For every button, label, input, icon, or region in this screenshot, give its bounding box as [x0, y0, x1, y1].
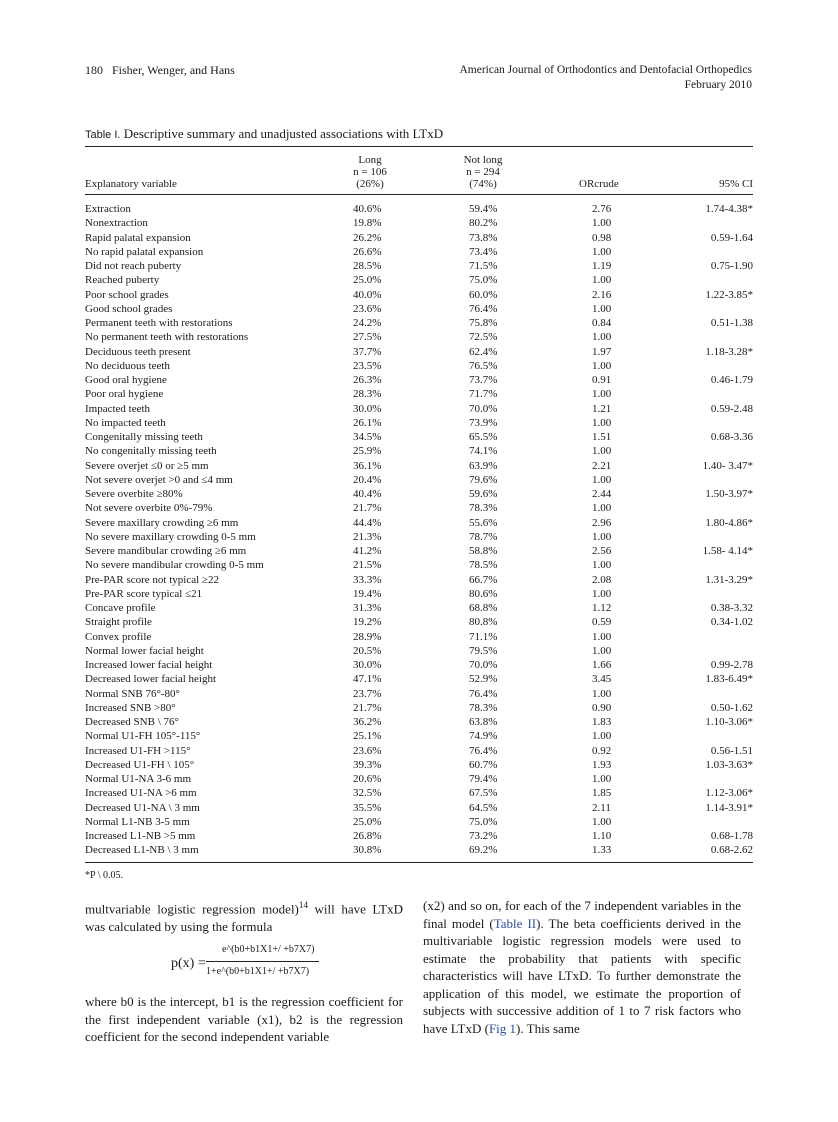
row-variable: Congenitally missing teeth	[85, 431, 203, 443]
table-row	[85, 658, 753, 672]
row-variable: Decreased SNB \ 76°	[85, 716, 179, 728]
row-or-crude: 1.00	[592, 473, 612, 486]
row-not-long-pct: 75.0%	[469, 815, 498, 828]
table-row	[85, 630, 753, 644]
row-not-long-pct: 62.4%	[469, 345, 498, 358]
row-variable: Poor school grades	[85, 288, 169, 301]
row-not-long-pct: 66.7%	[469, 573, 498, 586]
row-variable: Increased lower facial height	[85, 659, 213, 671]
row-not-long-pct: 79.6%	[469, 473, 498, 486]
row-variable: Severe overjet ≤0 or ≥5 mm	[85, 459, 209, 472]
table-row	[85, 587, 753, 601]
row-long-pct: 25.0%	[353, 815, 382, 828]
row-not-long-pct: 60.7%	[469, 758, 498, 771]
row-not-long-pct: 63.8%	[469, 716, 498, 728]
row-long-pct: 32.5%	[353, 787, 382, 800]
row-not-long-pct: 73.9%	[469, 416, 498, 429]
table-row	[85, 330, 753, 344]
row-not-long-pct: 73.7%	[469, 374, 498, 386]
row-not-long-pct: 80.2%	[469, 217, 498, 230]
row-or-crude: 1.33	[592, 844, 612, 857]
row-variable: Not severe overbite 0%-79%	[85, 502, 213, 515]
row-or-crude: 1.00	[592, 416, 612, 429]
row-variable: Poor oral hygiene	[85, 388, 164, 401]
row-not-long-pct: 74.9%	[469, 730, 498, 743]
row-not-long-pct: 55.6%	[469, 516, 498, 529]
row-ci: 1.31-3.29*	[705, 573, 753, 586]
col-header-ci: 95% CI	[719, 178, 753, 190]
row-variable: Severe maxillary crowding ≥6 mm	[85, 516, 239, 529]
row-or-crude: 0.92	[592, 744, 612, 757]
row-long-pct: 41.2%	[353, 545, 382, 557]
row-not-long-pct: 65.5%	[469, 431, 498, 443]
row-or-crude: 1.00	[592, 217, 612, 230]
row-ci: 0.56-1.51	[710, 744, 753, 757]
row-ci: 1.12-3.06*	[705, 787, 753, 800]
row-long-pct: 23.6%	[353, 744, 382, 757]
row-or-crude: 1.93	[592, 758, 612, 771]
table-row	[85, 544, 753, 558]
table-row	[85, 516, 753, 530]
row-not-long-pct: 78.3%	[469, 502, 498, 515]
table-row	[85, 829, 753, 843]
table-title: Descriptive summary and unadjusted associations with LTxD	[123, 126, 444, 141]
row-ci: 1.03-3.63*	[705, 758, 753, 771]
row-not-long-pct: 73.4%	[469, 245, 498, 258]
row-not-long-pct: 52.9%	[469, 673, 498, 686]
row-not-long-pct: 64.5%	[469, 801, 498, 814]
row-ci: 0.75-1.90	[710, 260, 753, 272]
table-row	[85, 288, 753, 302]
row-variable: Not severe overjet >0 and ≤4 mm	[85, 473, 233, 486]
table-row	[85, 402, 753, 416]
table-row	[85, 615, 753, 629]
row-long-pct: 30.0%	[353, 659, 382, 671]
row-variable: Reached puberty	[85, 274, 160, 287]
row-not-long-pct: 71.1%	[469, 630, 498, 643]
row-long-pct: 36.2%	[353, 716, 382, 728]
row-or-crude: 1.00	[592, 587, 612, 600]
table-header-rule	[85, 194, 753, 195]
row-or-crude: 1.00	[592, 445, 612, 458]
link-table-ii[interactable]: Table II	[493, 915, 537, 931]
row-or-crude: 2.76	[592, 203, 612, 215]
row-variable: Convex profile	[85, 630, 152, 643]
row-variable: Permanent teeth with restorations	[85, 317, 233, 329]
row-long-pct: 28.9%	[353, 630, 382, 643]
row-not-long-pct: 78.3%	[469, 701, 498, 714]
row-or-crude: 1.66	[592, 659, 612, 671]
row-not-long-pct: 58.8%	[469, 545, 498, 557]
row-variable: Deciduous teeth present	[85, 345, 191, 358]
row-not-long-pct: 76.4%	[469, 744, 498, 757]
row-or-crude: 0.91	[592, 374, 612, 386]
table-row	[85, 573, 753, 587]
row-ci: 0.38-3.32	[710, 602, 753, 614]
row-ci: 0.68-1.78	[710, 830, 753, 842]
row-long-pct: 23.7%	[353, 687, 382, 700]
table-footnote: *P \ 0.05.	[85, 870, 123, 881]
row-ci: 1.58- 4.14*	[702, 545, 753, 557]
row-or-crude: 1.00	[592, 274, 612, 287]
row-variable: Normal lower facial height	[85, 644, 204, 657]
row-long-pct: 47.1%	[353, 673, 382, 686]
row-not-long-pct: 73.8%	[469, 231, 498, 244]
row-ci: 0.50-1.62	[710, 701, 753, 714]
row-long-pct: 21.3%	[353, 530, 382, 543]
table-row	[85, 459, 753, 473]
row-not-long-pct: 79.5%	[469, 644, 498, 657]
row-or-crude: 1.00	[592, 245, 612, 258]
row-ci: 1.14-3.91*	[705, 801, 753, 814]
row-long-pct: 27.5%	[353, 331, 382, 344]
col-header-long: Long n = 106 (26%)	[353, 154, 387, 190]
row-long-pct: 26.6%	[353, 245, 382, 258]
row-or-crude: 1.12	[592, 602, 612, 614]
row-not-long-pct: 73.2%	[469, 830, 498, 842]
row-or-crude: 1.10	[592, 830, 612, 842]
row-variable: Impacted teeth	[85, 402, 151, 415]
row-variable: No permanent teeth with restorations	[85, 331, 249, 344]
row-not-long-pct: 79.4%	[469, 773, 498, 785]
row-or-crude: 0.84	[592, 317, 612, 329]
row-not-long-pct: 80.6%	[469, 587, 498, 600]
row-not-long-pct: 78.5%	[469, 559, 498, 572]
table-row	[85, 273, 753, 287]
table-label: Table I.	[85, 129, 121, 141]
row-variable: Good school grades	[85, 302, 173, 315]
row-long-pct: 26.2%	[353, 231, 382, 244]
row-ci: 1.18-3.28*	[705, 345, 753, 358]
row-or-crude: 1.00	[592, 359, 612, 372]
formula-lhs: p(x) =	[171, 956, 206, 972]
journal-issue: February 2010	[684, 79, 752, 91]
journal-name: American Journal of Orthodontics and Dentofacial Orthopedics	[459, 64, 752, 76]
page-number: 180	[85, 63, 103, 77]
author-names: Fisher, Wenger, and Hans	[112, 63, 235, 77]
row-variable: Concave profile	[85, 602, 156, 614]
row-variable: Normal U1-NA 3-6 mm	[85, 773, 192, 785]
row-long-pct: 20.5%	[353, 644, 382, 657]
row-or-crude: 1.85	[592, 787, 612, 800]
row-not-long-pct: 60.0%	[469, 288, 498, 301]
row-not-long-pct: 74.1%	[469, 445, 498, 458]
row-not-long-pct: 71.7%	[469, 388, 498, 401]
row-or-crude: 1.00	[592, 302, 612, 315]
row-long-pct: 26.3%	[353, 374, 382, 386]
row-ci: 0.59-1.64	[710, 231, 753, 244]
table-row	[85, 216, 753, 230]
table-row	[85, 501, 753, 515]
row-long-pct: 37.7%	[353, 345, 382, 358]
row-or-crude: 1.19	[592, 260, 612, 272]
row-long-pct: 28.3%	[353, 388, 382, 401]
paragraph-intro: multvariable logistic regression model)$^{14}$ will have LTxD was calculated by using the formula	[85, 900, 403, 934]
table-row	[85, 772, 753, 786]
row-not-long-pct: 76.4%	[469, 302, 498, 315]
table-row	[85, 316, 753, 330]
row-variable: No congenitally missing teeth	[85, 445, 217, 458]
row-long-pct: 36.1%	[353, 459, 382, 472]
row-long-pct: 21.7%	[353, 701, 382, 714]
row-variable: Normal L1-NB 3-5 mm	[85, 815, 190, 828]
row-long-pct: 19.2%	[353, 616, 382, 629]
row-long-pct: 31.3%	[353, 602, 382, 614]
row-not-long-pct: 70.0%	[469, 402, 498, 415]
row-or-crude: 2.16	[592, 288, 612, 301]
table-bottom-rule	[85, 862, 753, 863]
row-variable: No rapid palatal expansion	[85, 245, 204, 258]
table-row	[85, 231, 753, 245]
row-ci: 1.22-3.85*	[705, 288, 753, 301]
table-row	[85, 786, 753, 800]
row-variable: Decreased U1-NA \ 3 mm	[85, 801, 200, 814]
row-long-pct: 34.5%	[353, 431, 382, 443]
row-variable: Pre-PAR score typical ≤21	[85, 587, 203, 600]
row-not-long-pct: 70.0%	[469, 659, 498, 671]
row-variable: Increased L1-NB >5 mm	[85, 830, 196, 842]
row-variable: Decreased U1-FH \ 105°	[85, 758, 195, 771]
row-long-pct: 28.5%	[353, 260, 382, 272]
row-long-pct: 25.1%	[353, 730, 382, 743]
probability-formula	[85, 941, 403, 989]
row-variable: No impacted teeth	[85, 416, 166, 429]
row-ci: 1.10-3.06*	[705, 716, 753, 728]
body-column-right	[423, 897, 741, 1037]
table-row	[85, 701, 753, 715]
table-row	[85, 416, 753, 430]
row-variable: Decreased lower facial height	[85, 673, 217, 686]
formula-fraction-bar	[206, 961, 319, 962]
row-or-crude: 2.08	[592, 573, 612, 586]
row-or-crude: 0.59	[592, 616, 612, 629]
row-long-pct: 44.4%	[353, 516, 382, 529]
row-variable: Extraction	[85, 203, 131, 215]
row-long-pct: 35.5%	[353, 801, 382, 814]
table-row	[85, 715, 753, 729]
row-variable: No severe maxillary crowding 0-5 mm	[85, 530, 256, 543]
col-header-variable: Explanatory variable	[85, 178, 177, 190]
row-or-crude: 1.00	[592, 530, 612, 543]
table-row	[85, 487, 753, 501]
row-variable: Severe overbite ≥80%	[85, 488, 183, 500]
row-or-crude: 1.00	[592, 644, 612, 657]
table-row	[85, 473, 753, 487]
table-row	[85, 302, 753, 316]
table-row	[85, 758, 753, 772]
table-row	[85, 601, 753, 615]
row-or-crude: 1.21	[592, 402, 612, 415]
row-or-crude: 1.00	[592, 331, 612, 344]
row-ci: 1.74-4.38*	[705, 203, 753, 215]
table-row	[85, 345, 753, 359]
row-long-pct: 19.4%	[353, 587, 382, 600]
table-row	[85, 530, 753, 544]
row-ci: 1.83-6.49*	[705, 673, 753, 686]
table-row	[85, 644, 753, 658]
row-variable: Increased U1-NA >6 mm	[85, 787, 197, 800]
row-or-crude: 1.00	[592, 773, 612, 785]
reference-14[interactable]: 14	[298, 900, 308, 910]
table-row	[85, 202, 753, 216]
table-row	[85, 729, 753, 743]
col-header-or: ORcrude	[579, 178, 619, 190]
table-row	[85, 815, 753, 829]
row-or-crude: 1.00	[592, 502, 612, 515]
row-not-long-pct: 67.5%	[469, 787, 498, 800]
row-long-pct: 33.3%	[353, 573, 382, 586]
row-long-pct: 26.1%	[353, 416, 382, 429]
row-long-pct: 21.7%	[353, 502, 382, 515]
table-caption	[85, 126, 443, 142]
table-row	[85, 801, 753, 815]
row-not-long-pct: 72.5%	[469, 331, 498, 344]
row-ci: 0.99-2.78	[710, 659, 753, 671]
row-long-pct: 25.9%	[353, 445, 382, 458]
row-ci: 1.50-3.97*	[705, 488, 753, 500]
row-not-long-pct: 75.0%	[469, 274, 498, 287]
row-long-pct: 40.0%	[353, 288, 382, 301]
table-row	[85, 843, 753, 857]
formula-numerator: e^(b0+b1X1+/ +b7X7)	[222, 944, 315, 956]
row-ci: 0.51-1.38	[710, 317, 753, 329]
row-not-long-pct: 68.8%	[469, 602, 498, 614]
paragraph-right: (x2) and so on, for each of the 7 independent variables in the final model (Table II). The beta coefficients derived in the multivariable logistic regression models were used to estimate the probability that patients with specific characteristics will have LTxD. To further demonstrate the application of this model, we estimate the proportion of subjects with successive addition of 1 to 7 risk factors who have LTxD (Fig 1). This same	[423, 898, 741, 1036]
row-long-pct: 25.0%	[353, 274, 382, 287]
row-or-crude: 0.98	[592, 231, 612, 244]
row-not-long-pct: 59.4%	[469, 203, 498, 215]
col-header-not-long: Not long n = 294 (74%)	[463, 154, 503, 190]
row-variable: Straight profile	[85, 616, 152, 629]
row-not-long-pct: 75.8%	[469, 317, 498, 329]
row-or-crude: 2.96	[592, 516, 612, 529]
row-long-pct: 20.6%	[353, 773, 382, 785]
row-long-pct: 30.0%	[353, 402, 382, 415]
row-not-long-pct: 76.5%	[469, 359, 498, 372]
table-row	[85, 744, 753, 758]
row-variable: Pre-PAR score not typical ≥22	[85, 573, 219, 586]
row-or-crude: 2.11	[592, 801, 611, 814]
row-or-crude: 3.45	[592, 673, 612, 686]
row-variable: Nonextraction	[85, 217, 148, 230]
table-row	[85, 444, 753, 458]
row-variable: No severe mandibular crowding 0-5 mm	[85, 559, 264, 572]
row-long-pct: 23.6%	[353, 302, 382, 315]
paragraph-where: where b0 is the intercept, b1 is the regression coefficient for the first independent variable (x1), b2 is the regression coefficient for the second independent variable	[85, 994, 403, 1045]
row-or-crude: 1.97	[592, 345, 612, 358]
table-row	[85, 430, 753, 444]
row-variable: Decreased L1-NB \ 3 mm	[85, 844, 199, 857]
row-not-long-pct: 63.9%	[469, 459, 498, 472]
row-long-pct: 39.3%	[353, 758, 382, 771]
table-row	[85, 373, 753, 387]
row-not-long-pct: 80.8%	[469, 616, 498, 629]
row-ci: 1.40- 3.47*	[702, 459, 753, 472]
table-row	[85, 672, 753, 686]
row-not-long-pct: 59.6%	[469, 488, 498, 500]
row-ci: 0.68-2.62	[710, 844, 753, 857]
row-not-long-pct: 71.5%	[469, 260, 498, 272]
row-ci: 0.46-1.79	[710, 374, 753, 386]
row-long-pct: 19.8%	[353, 217, 382, 230]
row-variable: Rapid palatal expansion	[85, 231, 191, 244]
row-variable: Did not reach puberty	[85, 260, 182, 272]
table-body	[85, 202, 753, 858]
row-not-long-pct: 78.7%	[469, 530, 498, 543]
row-long-pct: 23.5%	[353, 359, 382, 372]
table-row	[85, 245, 753, 259]
row-variable: Increased U1-FH >115°	[85, 744, 191, 757]
row-long-pct: 30.8%	[353, 844, 382, 857]
row-variable: Good oral hygiene	[85, 374, 167, 386]
running-header-right	[459, 63, 752, 93]
row-long-pct: 40.6%	[353, 203, 382, 215]
table-top-rule	[85, 146, 753, 147]
row-long-pct: 24.2%	[353, 317, 382, 329]
row-or-crude: 2.56	[592, 545, 612, 557]
row-or-crude: 2.44	[592, 488, 612, 500]
row-or-crude: 2.21	[592, 459, 612, 472]
row-variable: No deciduous teeth	[85, 359, 170, 372]
table-row	[85, 558, 753, 572]
row-variable: Severe mandibular crowding ≥6 mm	[85, 545, 247, 557]
table-row	[85, 687, 753, 701]
body-column-left	[85, 897, 403, 1046]
table-row	[85, 259, 753, 273]
row-or-crude: 1.00	[592, 815, 612, 828]
row-variable: Normal SNB 76°-80°	[85, 687, 180, 700]
row-variable: Increased SNB >80°	[85, 701, 176, 714]
row-long-pct: 20.4%	[353, 473, 382, 486]
running-header-left	[85, 63, 235, 78]
row-or-crude: 1.00	[592, 687, 612, 700]
row-long-pct: 26.8%	[353, 830, 382, 842]
row-ci: 0.34-1.02	[710, 616, 753, 629]
row-or-crude: 1.00	[592, 388, 612, 401]
row-or-crude: 1.51	[592, 431, 612, 443]
table-row	[85, 387, 753, 401]
row-or-crude: 1.00	[592, 630, 612, 643]
row-not-long-pct: 69.2%	[469, 844, 498, 857]
row-or-crude: 1.00	[592, 730, 612, 743]
row-or-crude: 0.90	[592, 701, 612, 714]
row-not-long-pct: 76.4%	[469, 687, 498, 700]
row-ci: 1.80-4.86*	[705, 516, 753, 529]
row-long-pct: 40.4%	[353, 488, 382, 500]
link-fig-1[interactable]: Fig 1	[488, 1020, 517, 1036]
row-long-pct: 21.5%	[353, 559, 382, 572]
row-ci: 0.59-2.48	[710, 402, 753, 415]
row-variable: Normal U1-FH 105°-115°	[85, 730, 201, 743]
row-or-crude: 1.83	[592, 716, 612, 728]
table-row	[85, 359, 753, 373]
row-ci: 0.68-3.36	[710, 431, 753, 443]
formula-denominator: 1+e^(b0+b1X1+/ +b7X7)	[206, 966, 310, 978]
row-or-crude: 1.00	[592, 559, 612, 572]
